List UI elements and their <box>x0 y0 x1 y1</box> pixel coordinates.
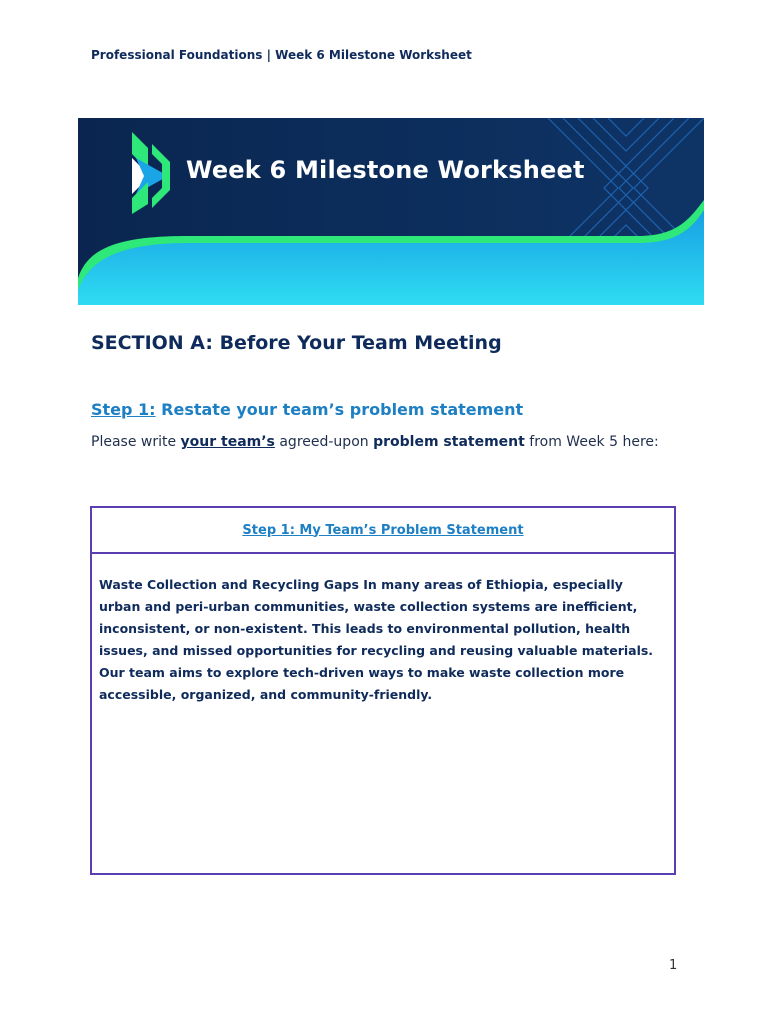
instruction-text: Please write <box>91 434 181 450</box>
banner-graphic <box>78 118 704 305</box>
instruction-emphasis-team: your team’s <box>180 434 275 450</box>
problem-statement-table <box>90 506 676 875</box>
answer-box-header: Step 1: My Team’s Problem Statement <box>92 508 674 554</box>
instruction-text: agreed-upon <box>274 434 374 450</box>
instruction-text: from Week 5 here: <box>524 434 659 450</box>
running-header: Professional Foundations | Week 6 Milestone Worksheet <box>91 48 472 62</box>
step-number: Step 1: <box>91 400 156 419</box>
step-heading <box>91 400 523 419</box>
step-heading-text: Restate your team’s problem statement <box>155 400 524 419</box>
banner-title: Week 6 Milestone Worksheet <box>186 156 585 184</box>
title-banner <box>78 118 704 305</box>
step-instructions <box>91 429 681 455</box>
problem-statement-field[interactable]: Waste Collection and Recycling Gaps In many areas of Ethiopia, especially urban and peri-urban communities, waste collection systems are inefficient, inconsistent, or non-existent. This leads to environmental pollution, health issues, and missed opportunities for recycling and reusing valuable materials. Our team aims to explore tech-driven ways to make waste collection more accessible, organized, and community-friendly. <box>99 577 654 702</box>
instruction-emphasis-problem: problem statement <box>373 434 525 450</box>
section-title: SECTION A: Before Your Team Meeting <box>91 332 502 354</box>
page-number: 1 <box>669 958 678 973</box>
